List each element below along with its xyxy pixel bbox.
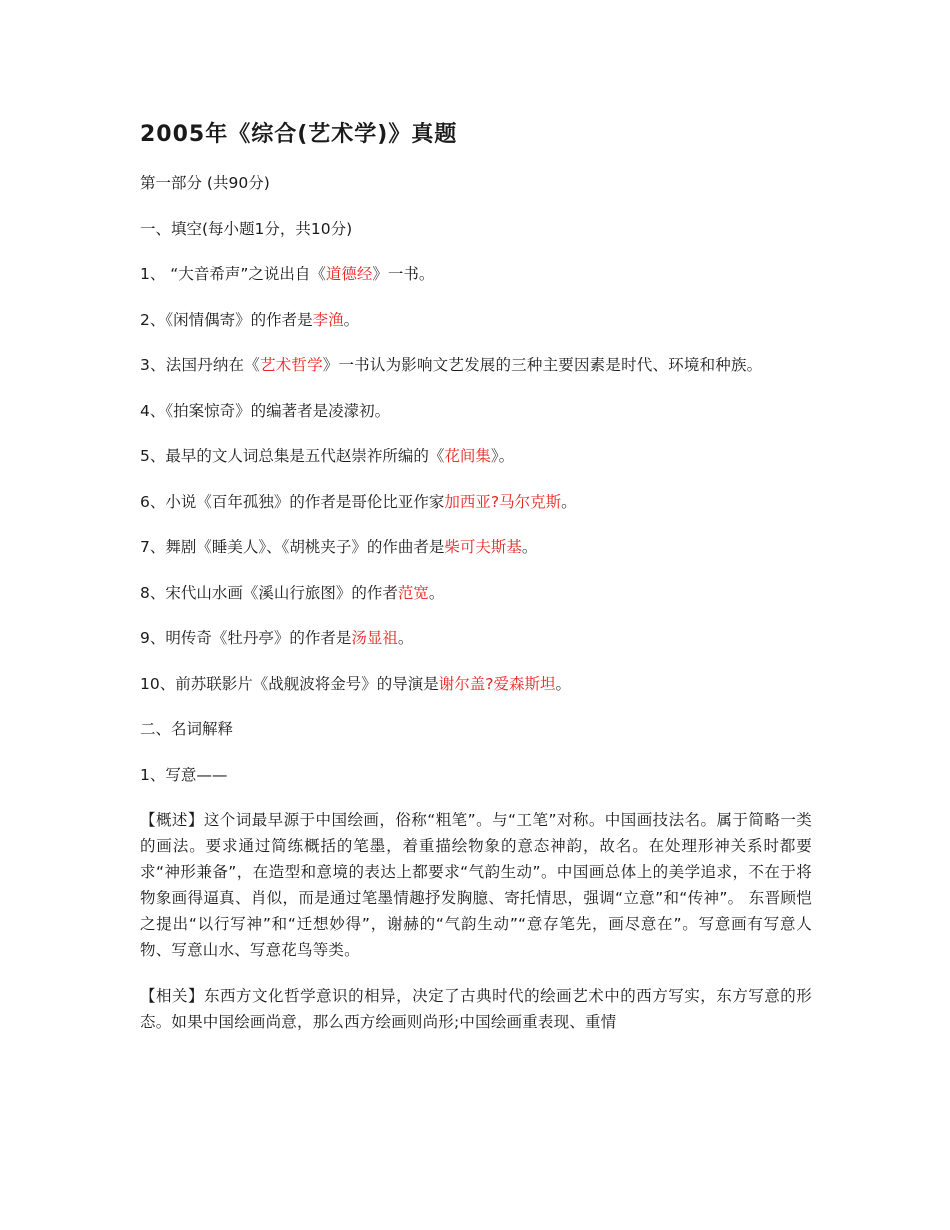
question-text: 6、小说《百年孤独》的作者是哥伦比亚作家 [140,492,445,511]
fill-question-4 [140,398,812,424]
question-text-tail: 。 [397,629,414,647]
fill-question-10 [140,671,812,697]
related-paragraph: 【相关】东西方文化哲学意识的相异，决定了古典时代的绘画艺术中的西方写实，东方写意的形态。如果中国绘画尚意，那么西方绘画则尚形;中国绘画重表现、重情 [140,986,812,1031]
question-text: 7、舞剧《睡美人》、《胡桃夹子》的作曲者是 [140,538,445,556]
question-text: 4、《拍案惊奇》的编著者是 [140,401,329,420]
question-text-tail: 》一书认为影响文艺发展的三种主要因素是时代、环境和种族。 [322,356,763,374]
answer-text: 加西亚?马尔克斯 [444,492,562,511]
answer-text: 柴可夫斯基 [444,538,522,556]
question-text-tail: 。 [561,492,577,511]
question-text-tail: 。 [343,310,360,329]
document-page [140,118,812,1054]
answer-text: 李渔 [312,310,344,329]
overview-paragraph: 【概述】这个词最早源于中国绘画，俗称“粗笔”。与“工笔”对称。中国画技法名。属于简略一类的画法。要求通过简练概括的笔墨，着重描绘物象的意态神韵，故名。在处理形神关系时都要求“神形兼备”，在造型和意境的表达上都要求“气韵生动”。中国画总体上的美学追求，不在于将物象画得逼真、肖似，而是通过笔墨情趣抒发胸臆、寄托情思，强调“立意”和“传神”。 东晋顾恺之提出“以行写神”和“迁想妙得”，谢赫的“气韵生动”“意存笔先，画尽意在”。写意画有写意人物、写意山水、写意花鸟等类。 [140,811,812,959]
fill-question-3 [140,352,812,378]
question-text: 3、法国丹纳在《 [140,356,260,374]
answer-text: 凌濛初 [328,401,375,420]
question-text-tail: 。 [521,538,538,556]
section-heading-terms: 二、名词解释 [140,720,234,738]
fill-question-2 [140,307,812,333]
question-text: 1、 “大音希声”之说出自《 [140,265,326,283]
question-text: 2、《闲情偶寄》的作者是 [140,310,313,329]
fill-question-5 [140,443,812,469]
question-text-tail: 。 [374,401,391,420]
question-text-tail: 。 [555,674,571,693]
answer-text: 道德经 [325,265,373,283]
fill-question-1 [140,261,812,287]
answer-text: 范宽 [397,583,429,602]
answer-text: 汤显祖 [351,629,398,647]
section-heading-fill: 一、填空(每小题1分，共10分) [140,219,353,238]
answer-text: 谢尔盖?爱森斯坦 [438,674,556,693]
answer-text: 花间集 [444,447,491,465]
fill-question-7 [140,534,812,560]
page-title: 2005年《综合(艺术学)》真题 [140,122,458,147]
question-text: 5、最早的文人词总集是五代赵崇祚所编的《 [140,447,445,465]
question-text: 8、宋代山水画《溪山行旅图》的作者 [140,583,398,602]
question-text-tail: 》一书。 [372,265,435,283]
part-heading: 第一部分 (共90分) [140,174,270,192]
question-text: 9、明传奇《牡丹亭》的作者是 [140,629,352,647]
question-text-tail: 。 [428,583,445,602]
fill-question-6 [140,489,812,515]
answer-text: 艺术哲学 [259,356,323,374]
fill-question-8 [140,580,812,606]
fill-question-9 [140,625,812,651]
term-heading: 1、写意—— [140,765,228,784]
question-text-tail: 》。 [490,447,515,465]
question-text: 10、前苏联影片《战舰波将金号》的导演是 [140,674,439,693]
